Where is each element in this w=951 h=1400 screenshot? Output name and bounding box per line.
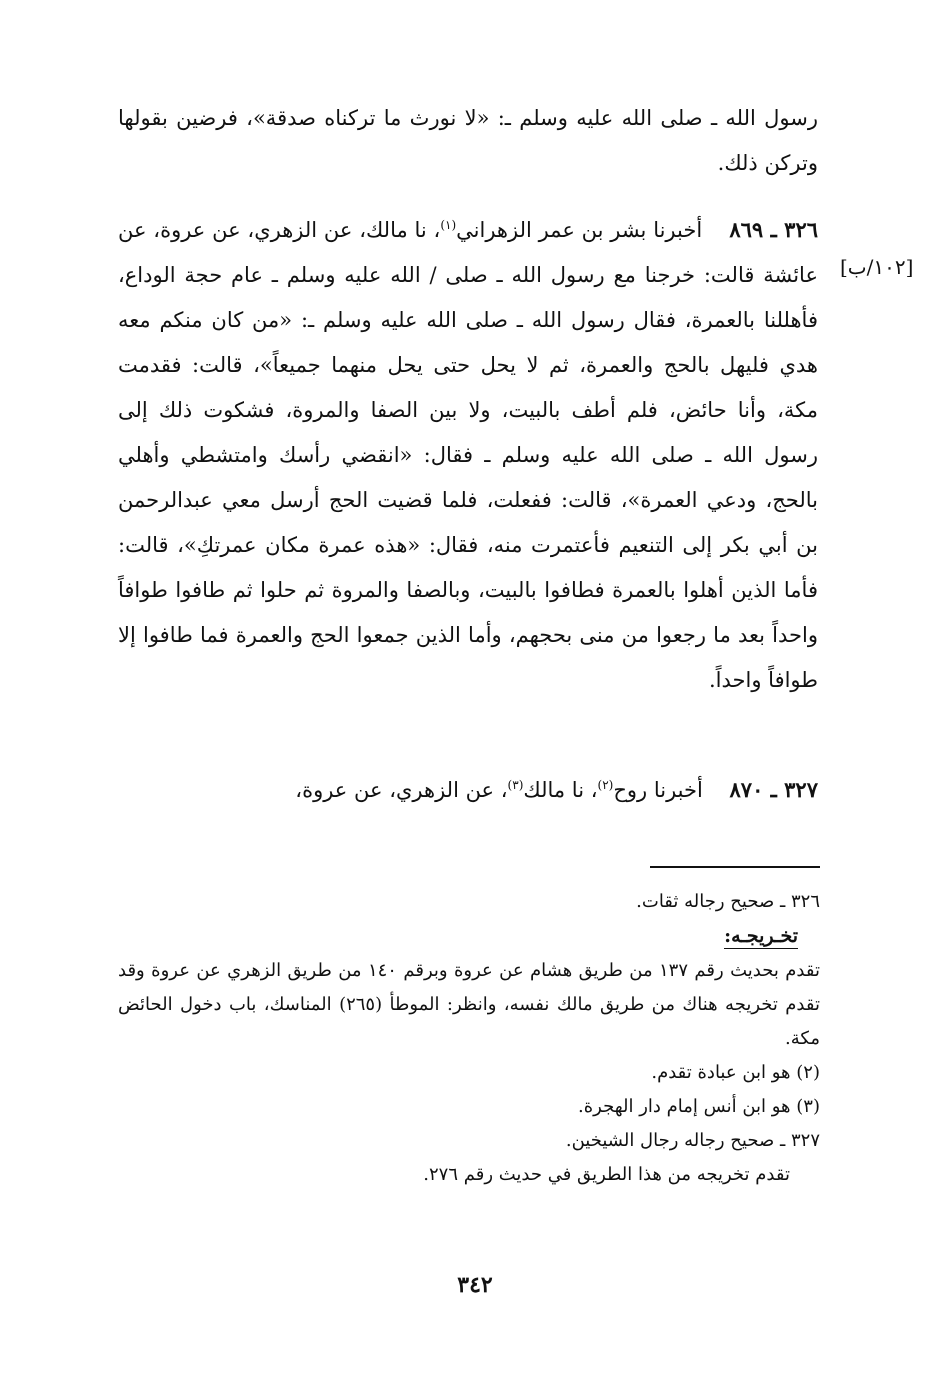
- footnote-marker: (٣): [507, 778, 524, 792]
- hadith-paragraph-327: [118, 767, 818, 813]
- takhrij-heading: تخـريجـه:: [724, 919, 798, 953]
- hadith-text-start: أخبرنا بشر بن عمر الزهراني: [456, 218, 703, 242]
- hadith-number: ٣٢٦ ـ ٨٦٩: [729, 217, 819, 242]
- takhrij-heading-line: [118, 919, 820, 954]
- hadith-text-end: ، عن الزهري، عن عروة،: [295, 778, 508, 802]
- footnote-marker: (١): [440, 218, 457, 232]
- margin-manuscript-reference: [١٠٢/ب]: [840, 255, 914, 279]
- footnote-separator: [650, 866, 820, 868]
- footnote-326-grade: ٣٢٦ ـ صحيح رجاله ثقات.: [636, 891, 820, 912]
- takhrij-text: تقدم بحديث رقم ١٣٧ من طريق هشام عن عروة وبرقم ١٤٠ من طريق الزهري عن عروة وقد تقدم تخريجه هناك من طريق مالك نفسه، وانظر: الموطأ (٢٦٥) المناسك، باب دخول الحائض مكة.: [118, 960, 821, 1049]
- footnote-327-takhrij: تقدم تخريجه من هذا الطريق في حديث رقم ٢٧٦.: [423, 1164, 790, 1185]
- hadith-number: ٣٢٧ ـ ٨٧٠: [729, 777, 818, 802]
- hadith-text: ، نا مالك، عن الزهري، عن عروة، عن عائشة قالت: خرجنا مع رسول الله ـ صلى / الله عليه وسلم ـ عام حجة الوداع، فأهللنا بالعمرة، فقال رسول الله ـ صلى الله عليه وسلم ـ: «من كان منكم معه هدي فليهل بالحج والعمرة، ثم لا يحل حتى يحل منهما جميعاً»، قالت: فقدمت مكة، وأنا حائض، فلم أطف بالبيت، ولا بين الصفا والمروة، فشكوت ذلك إلى رسول الله ـ صلى الله عليه وسلم ـ فقال: «انقضي رأسك وامتشطي وأهلي بالحج، ودعي العمرة»، قالت: ففعلت، فلما قضيت الحج أرسل معي عبدالرحمن بن أبي بكر إلى التنعيم فأعتمرت منه، فقال: «هذه عمرة مكان عمرتكِ»، قالت: فأما الذين أهلوا بالعمرة فطافوا بالبيت، وبالصفا والمروة ثم حلوا ثم طافوا طوافاً واحداً بعد ما رجعوا من منى بحجهم، وأما الذين جمعوا الحج والعمرة فما طافوا إلا طوافاً واحداً.: [118, 218, 818, 692]
- main-paragraph-continuation: [118, 96, 818, 186]
- hadith-text-start: أخبرنا روح: [613, 778, 703, 802]
- hadith-paragraph-326: [118, 207, 818, 703]
- footnote-marker: (٢): [597, 778, 614, 792]
- footnote-327-grade: ٣٢٧ ـ صحيح رجاله رجال الشيخين.: [565, 1130, 820, 1151]
- page-number: ٣٤٢: [457, 1272, 493, 1298]
- footnotes-section: [118, 885, 820, 1192]
- hadith-text: ، نا مالك: [523, 778, 598, 802]
- footnote-3: (٣) هو ابن أنس إمام دار الهجرة.: [578, 1096, 820, 1117]
- paragraph-text: رسول الله ـ صلى الله عليه وسلم ـ: «لا نورث ما تركناه صدقة»، فرضين بقولها وتركن ذلك.: [118, 106, 818, 175]
- footnote-2: (٢) هو ابن عبادة تقدم.: [651, 1062, 820, 1083]
